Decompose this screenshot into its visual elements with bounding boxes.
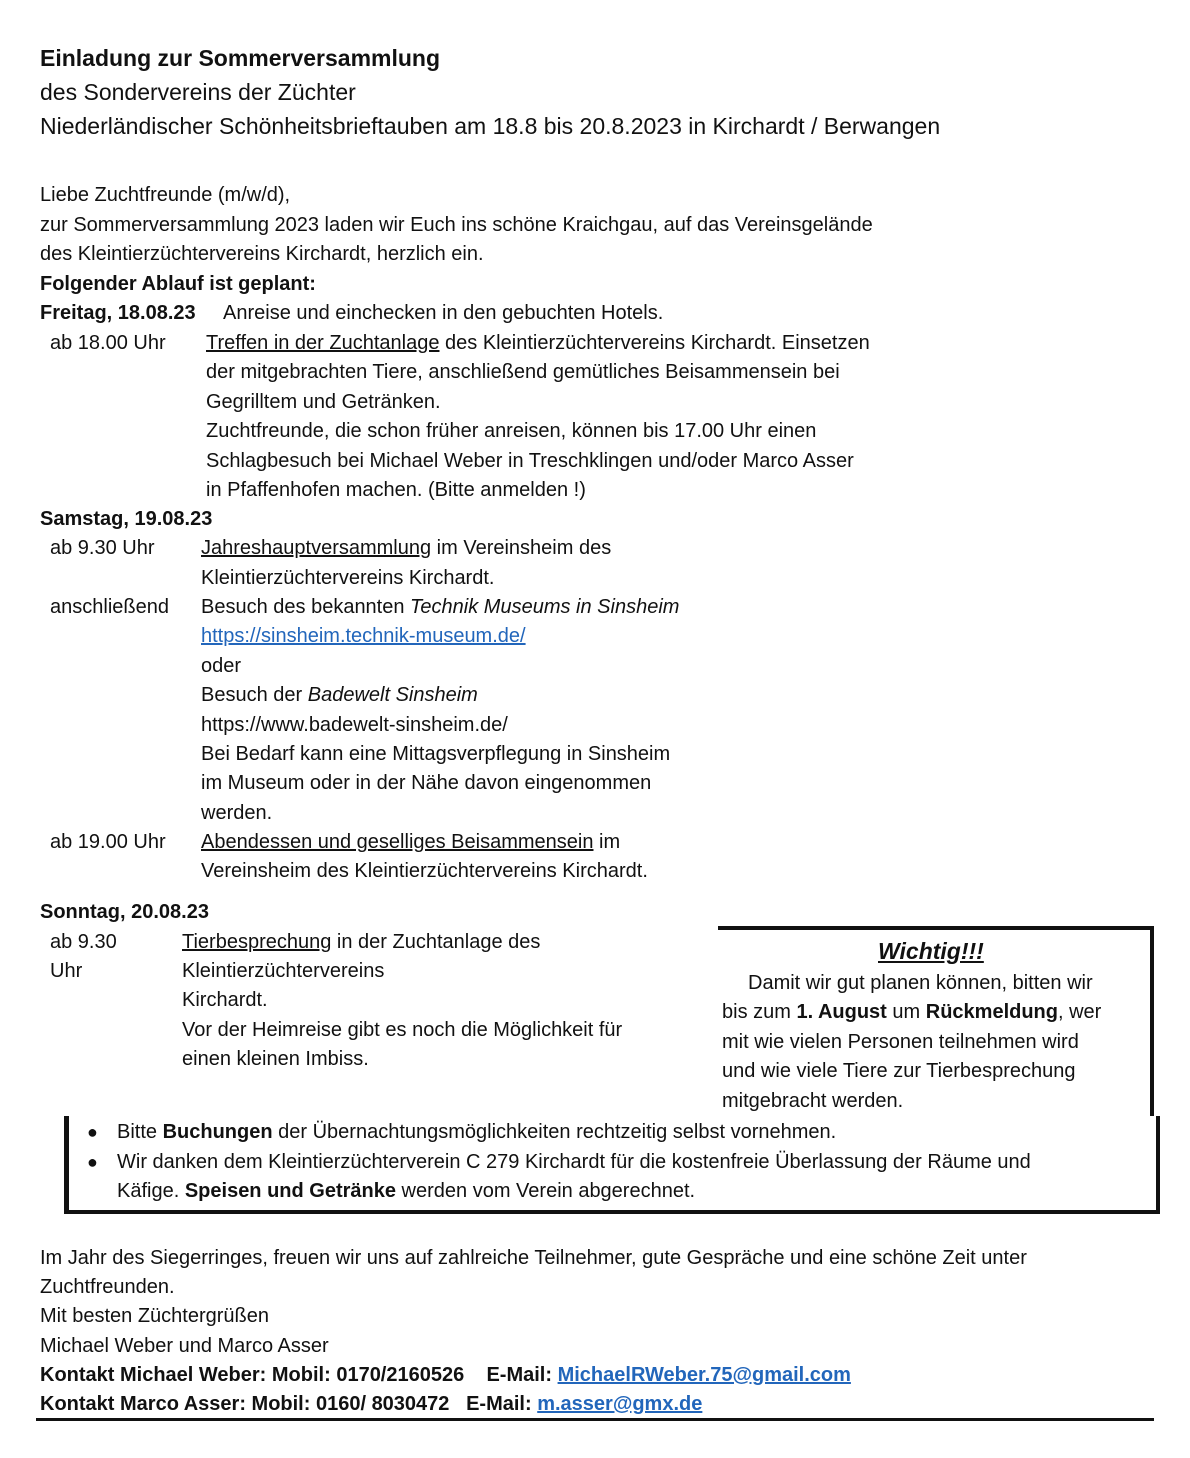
friday-event-title: Treffen in der Zuchtanlage	[206, 332, 440, 354]
saturday-time-1: ab 9.30 Uhr	[50, 537, 155, 559]
bullet-icon: ●	[87, 1152, 98, 1172]
sunday-heading: Sonntag, 20.08.23	[40, 901, 209, 923]
museum-link[interactable]: https://sinsheim.technik-museum.de/	[201, 625, 526, 647]
greeting: Liebe Zuchtfreunde (m/w/d),	[40, 184, 291, 206]
museum-name: Technik Museums in Sinsheim	[410, 596, 680, 618]
important-line-5: mitgebracht werden.	[722, 1090, 904, 1112]
intro-line-1: zur Sommerversammlung 2023 laden wir Euch ins schöne Kraichgau, auf das Vereinsgelände	[40, 214, 873, 236]
important-line-2: bis zum 1. August um Rückmeldung, wer	[722, 1001, 1102, 1023]
saturday-lunch-line-2: im Museum oder in der Nähe davon eingenommen	[201, 772, 652, 794]
friday-event-line-6: in Pfaffenhofen machen. (Bitte anmelden !)	[206, 479, 586, 501]
sunday-time-line-1: ab 9.30	[50, 931, 117, 953]
note-bookings: Bitte Buchungen der Übernachtungsmöglichkeiten rechtzeitig selbst vornehmen.	[117, 1121, 837, 1143]
badewelt-url: https://www.badewelt-sinsheim.de/	[201, 714, 508, 736]
important-line-1: Damit wir gut planen können, bitten wir	[748, 972, 1093, 994]
saturday-time-3: ab 19.00 Uhr	[50, 831, 166, 853]
contact-marco-asser: Kontakt Marco Asser: Mobil: 0160/ 8030472 E-Mail: m.asser@gmx.de	[40, 1393, 703, 1415]
intro-line-2: des Kleintierzüchtervereins Kirchardt, herzlich ein.	[40, 243, 484, 265]
saturday-dinner-line-2: Vereinsheim des Kleintierzüchtervereins Kirchardt.	[201, 860, 648, 882]
saturday-dinner-line-1: Abendessen und geselliges Beisammensein im	[201, 831, 621, 853]
saturday-lunch-line-3: werden.	[201, 802, 273, 824]
document-title: Einladung zur Sommerversammlung	[40, 45, 441, 71]
saturday-lunch-line-1: Bei Bedarf kann eine Mittagsverpflegung in Sinsheim	[201, 743, 671, 765]
feedback-word: Rückmeldung	[925, 1001, 1058, 1023]
subtitle-line-1: des Sondervereins der Züchter	[40, 79, 356, 105]
note-thanks-line-2: Käfige. Speisen und Getränke werden vom Verein abgerechnet.	[117, 1180, 696, 1202]
friday-event-line-2: der mitgebrachten Tiere, anschließend gemütliches Beisammensein bei	[206, 361, 840, 383]
friday-heading: Freitag, 18.08.23	[40, 302, 196, 324]
friday-event-line-3: Gegrilltem und Getränken.	[206, 391, 441, 413]
important-line-4: und wie viele Tiere zur Tierbesprechung	[722, 1060, 1076, 1082]
sunday-event-line-1: Tierbesprechung in der Zuchtanlage des	[182, 931, 541, 953]
sunday-time-line-2: Uhr	[50, 960, 83, 982]
subtitle-line-2: Niederländischer Schönheitsbrieftauben am 18.8 bis 20.8.2023 in Kirchardt / Berwangen	[40, 113, 941, 139]
schedule-heading: Folgender Ablauf ist geplant:	[40, 273, 316, 295]
saturday-time-2: anschließend	[50, 596, 169, 618]
sunday-event-line-4: Vor der Heimreise gibt es noch die Möglichkeit für	[182, 1019, 623, 1041]
saturday-badewelt-line: Besuch der Badewelt Sinsheim	[201, 684, 478, 706]
saturday-museum-line: Besuch des bekannten Technik Museums in Sinsheim	[201, 596, 680, 618]
friday-event-line-5: Schlagbesuch bei Michael Weber in Treschklingen und/oder Marco Asser	[206, 450, 854, 472]
sunday-event-line-2: Kleintierzüchtervereins	[182, 960, 385, 982]
important-heading: Wichtig!!!	[878, 938, 984, 964]
friday-time: ab 18.00 Uhr	[50, 332, 166, 354]
bottom-rule	[36, 1418, 1154, 1421]
saturday-oder: oder	[201, 655, 242, 677]
email-marco-asser-link[interactable]: m.asser@gmx.de	[537, 1393, 703, 1415]
saturday-jhv-line-2: Kleintierzüchtervereins Kirchardt.	[201, 567, 495, 589]
saturday-jhv-line-1: Jahreshauptversammlung im Vereinsheim des	[201, 537, 612, 559]
friday-event-line-1: Treffen in der Zuchtanlage des Kleintierzüchtervereins Kirchardt. Einsetzen	[206, 332, 870, 354]
signature: Michael Weber und Marco Asser	[40, 1335, 329, 1357]
closing-line-2: Zuchtfreunden.	[40, 1276, 175, 1298]
note-thanks-line-1: Wir danken dem Kleintierzüchterverein C 279 Kirchardt für die kostenfreie Überlassung der Räume und	[117, 1151, 1031, 1173]
important-line-3: mit wie vielen Personen teilnehmen wird	[722, 1031, 1079, 1053]
sunday-event-line-3: Kirchardt.	[182, 989, 268, 1011]
closing-greeting: Mit besten Züchtergrüßen	[40, 1305, 269, 1327]
sunday-event-line-5: einen kleinen Imbiss.	[182, 1048, 369, 1070]
bullet-icon: ●	[87, 1122, 98, 1142]
email-michael-weber-link[interactable]: MichaelRWeber.75@gmail.com	[557, 1364, 851, 1386]
friday-arrival: Anreise und einchecken in den gebuchten Hotels.	[223, 302, 664, 324]
deadline-date: 1. August	[796, 1001, 887, 1023]
sunday-event-title: Tierbesprechung	[182, 931, 332, 953]
contact-michael-weber: Kontakt Michael Weber: Mobil: 0170/2160526 E-Mail: MichaelRWeber.75@gmail.com	[40, 1364, 851, 1386]
badewelt-name: Badewelt Sinsheim	[307, 684, 478, 706]
closing-line-1: Im Jahr des Siegerringes, freuen wir uns auf zahlreiche Teilnehmer, gute Gespräche und eine schöne Zeit unter	[40, 1247, 1027, 1269]
saturday-jhv-title: Jahreshauptversammlung	[201, 537, 432, 559]
friday-event-line-4: Zuchtfreunde, die schon früher anreisen, können bis 17.00 Uhr einen	[206, 420, 817, 442]
saturday-dinner-title: Abendessen und geselliges Beisammensein	[201, 831, 594, 853]
saturday-heading: Samstag, 19.08.23	[40, 508, 213, 530]
